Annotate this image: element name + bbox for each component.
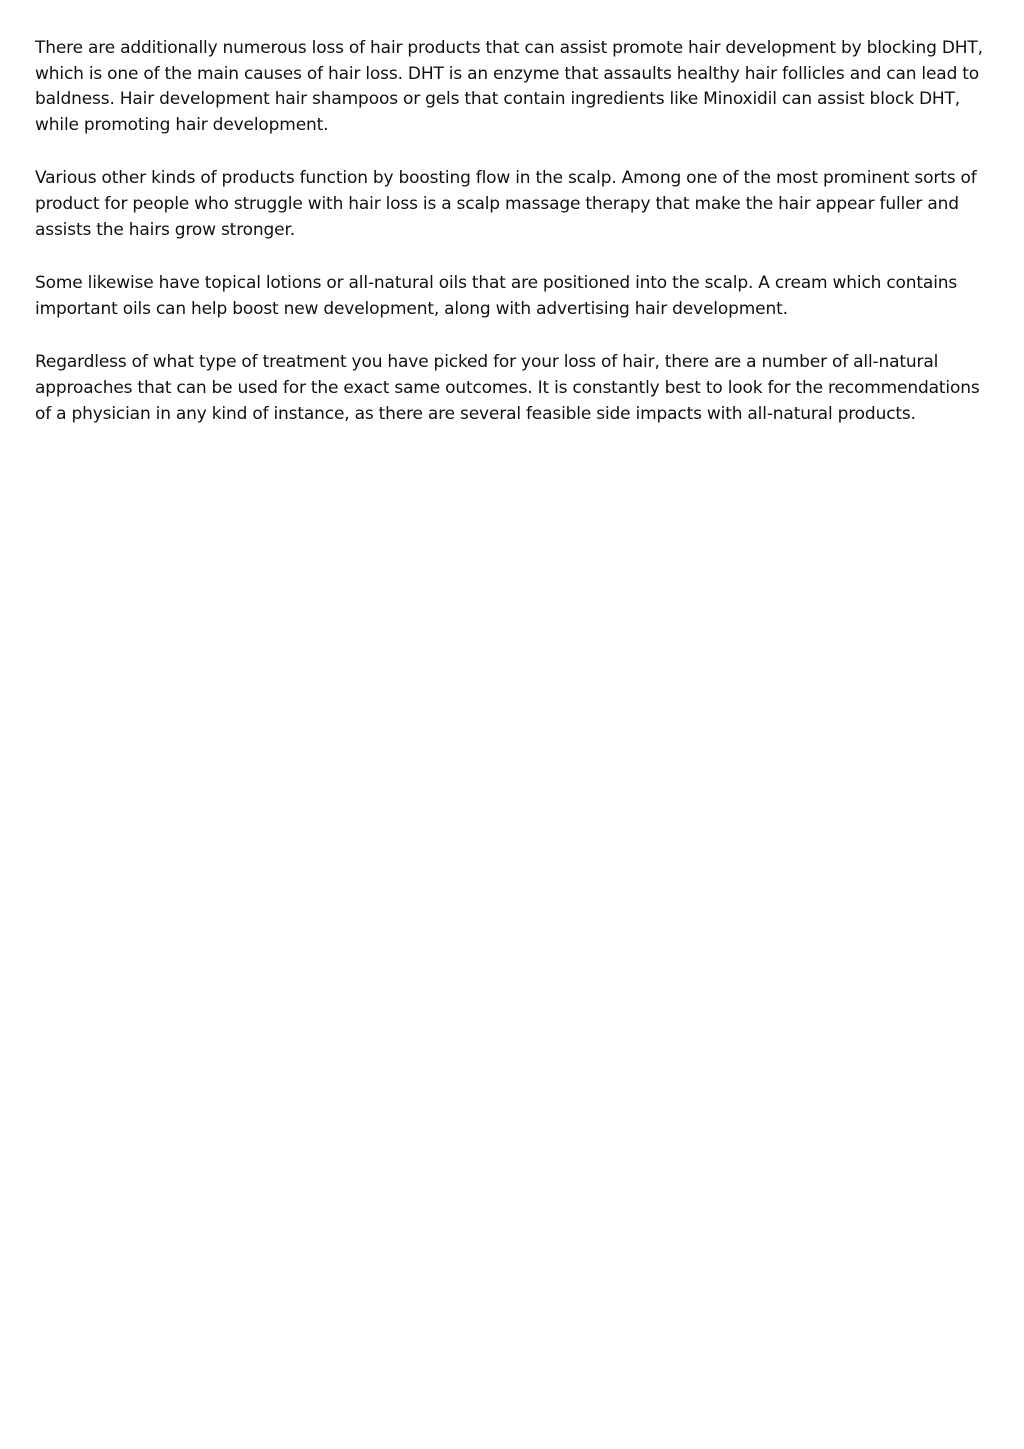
paragraph-3: Some likewise have topical lotions or all-natural oils that are positioned into the scalp. A cream which contains important oils can help boost new development, along with advertising hair development. xyxy=(35,273,958,319)
paragraph-2: Various other kinds of products function by boosting flow in the scalp. Among one of the most prominent sorts of product for people who struggle with hair loss is a scalp massage therapy that make the hair appear fuller and assists the hairs grow stronger. xyxy=(35,168,977,240)
document-body xyxy=(35,36,995,455)
paragraph-1: There are additionally numerous loss of hair products that can assist promote hair development by blocking DHT, which is one of the main causes of hair loss. DHT is an enzyme that assaults healthy hair follicles and can lead to baldness. Hair development hair shampoos or gels that contain ingredients like Minoxidil can assist block DHT, while promoting hair development. xyxy=(35,38,983,135)
paragraph-4: Regardless of what type of treatment you have picked for your loss of hair, there are a number of all-natural approaches that can be used for the exact same outcomes. It is constantly best to look for the recommendations of a physician in any kind of instance, as there are several feasible side impacts with all-natural products. xyxy=(35,352,980,424)
